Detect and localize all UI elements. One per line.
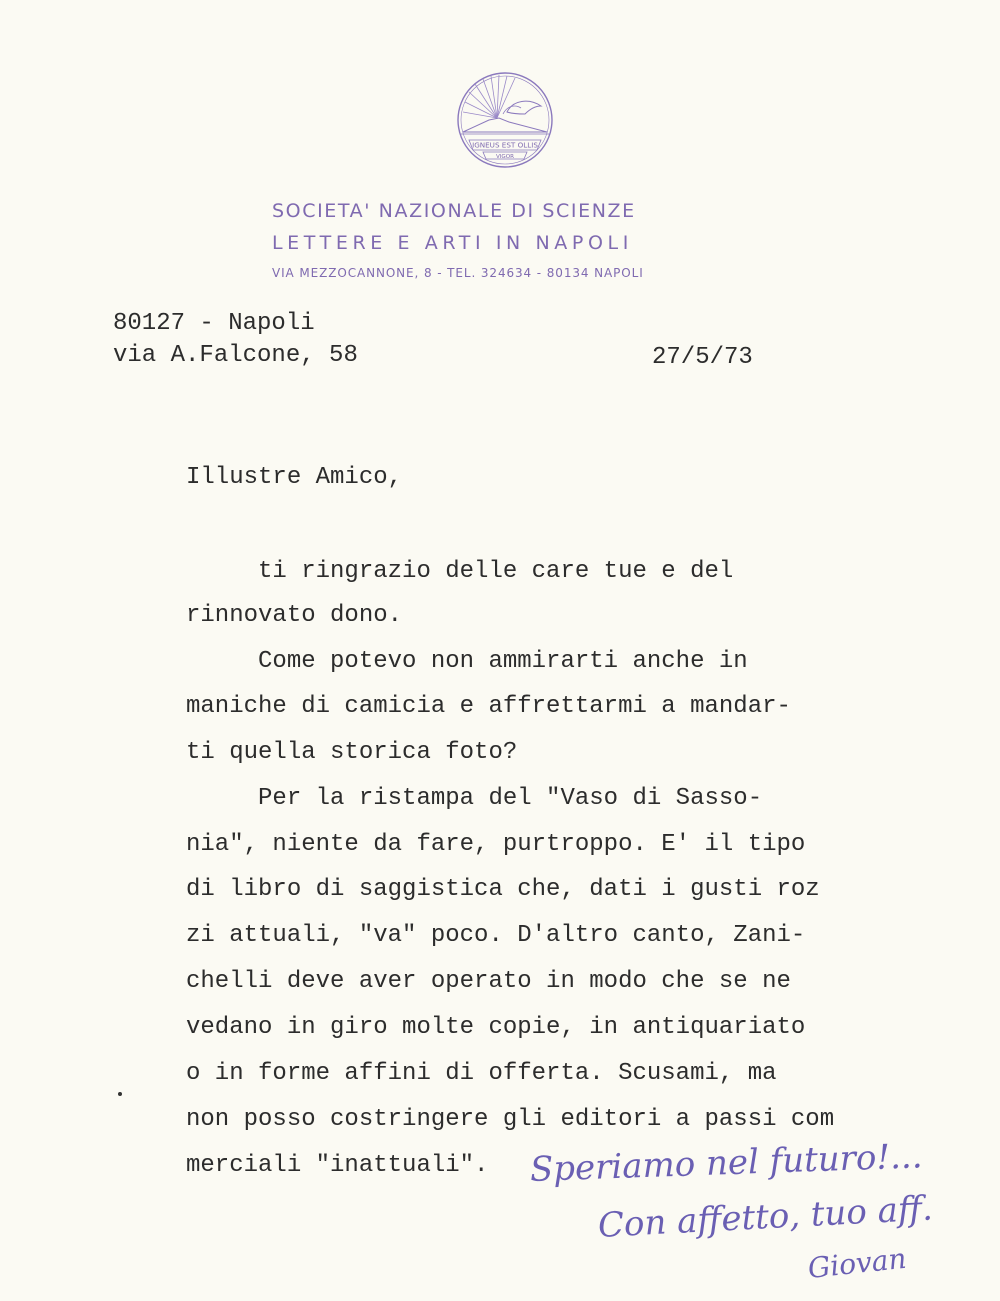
body-line: o in forme affini di offerta. Scusami, ma <box>186 1060 777 1087</box>
body-line: di libro di saggistica che, dati i gusti roz <box>186 876 820 903</box>
body-line: vedano in giro molte copie, in antiquariato <box>186 1014 806 1041</box>
body-line: maniche di camicia e affrettarmi a mandar- <box>186 693 791 720</box>
handwritten-closing-line1: Speriamo nel futuro!... <box>529 1136 924 1190</box>
body-line: merciali "inattuali". <box>186 1152 489 1179</box>
body-line: ti quella storica foto? <box>186 739 518 766</box>
letterhead-name-line1: SOCIETA' NAZIONALE DI SCIENZE <box>272 200 636 222</box>
sender-address-line1: 80127 - Napoli <box>113 310 315 337</box>
society-seal-icon <box>455 70 555 170</box>
letterhead-name-line2: LETTERE E ARTI IN NAPOLI <box>272 232 633 254</box>
seal-motto-line2: VIGOR <box>495 153 515 160</box>
seal-motto-line1: IGNEUS EST OLLIS <box>472 140 538 150</box>
handwritten-closing-line2: Con affetto, tuo aff. <box>596 1188 934 1246</box>
body-line: Come potevo non ammirarti anche in <box>186 648 748 675</box>
body-line: rinnovato dono. <box>186 602 403 629</box>
body-line: non posso costringere gli editori a passi com <box>186 1106 835 1133</box>
body-line: nia", niente da fare, purtroppo. E' il tipo <box>186 831 806 858</box>
paper-speck <box>118 1092 122 1096</box>
sender-address-line2: via A.Falcone, 58 <box>113 342 358 369</box>
body-line: zi attuali, "va" poco. D'altro canto, Zani- <box>186 922 806 949</box>
body-line: chelli deve aver operato in modo che se ne <box>186 968 791 995</box>
body-line: ti ringrazio delle care tue e del <box>186 558 734 585</box>
salutation: Illustre Amico, <box>186 464 403 491</box>
letter-date: 27/5/73 <box>652 344 753 371</box>
letterhead-address: VIA MEZZOCANNONE, 8 - TEL. 324634 - 80134 NAPOLI <box>272 266 644 280</box>
body-line: Per la ristampa del "Vaso di Sasso- <box>186 785 763 812</box>
handwritten-signature: Giovan <box>806 1241 908 1285</box>
